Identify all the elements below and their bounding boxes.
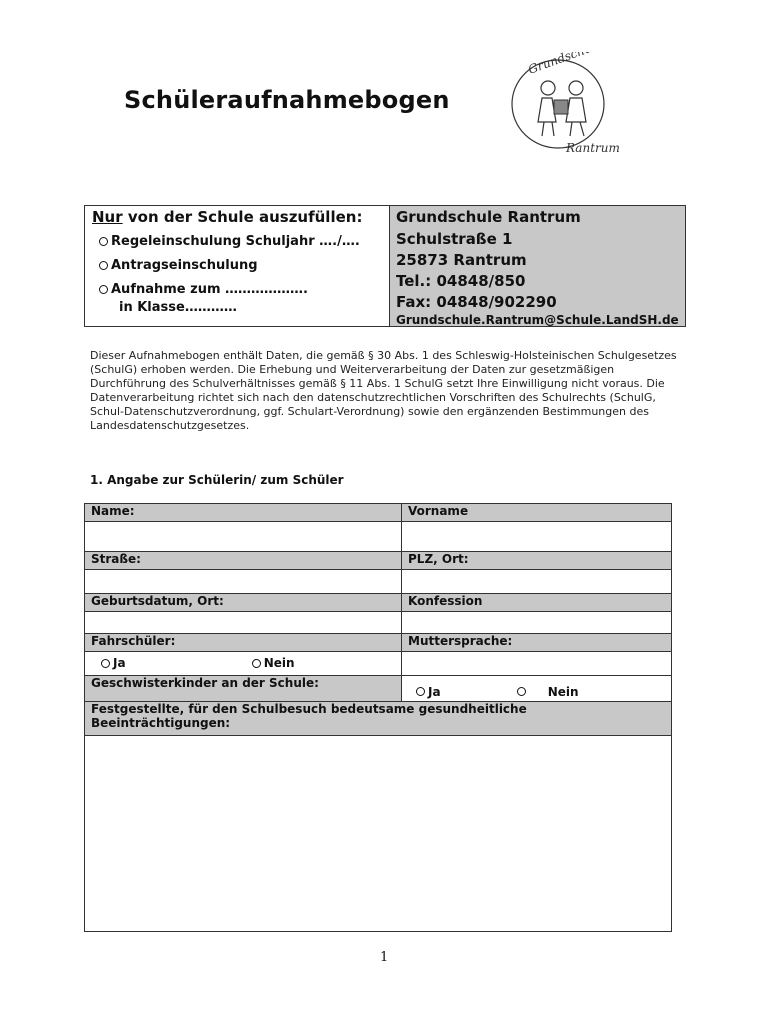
school-city: 25873 Rantrum: [396, 251, 527, 269]
page-number: 1: [380, 950, 389, 965]
muttersprache-field[interactable]: [402, 652, 672, 676]
radio-circle-icon[interactable]: [99, 261, 108, 270]
geburtsdatum-field[interactable]: [85, 612, 402, 634]
gesundheit-field[interactable]: [85, 736, 672, 932]
muttersprache-label: Muttersprache:: [402, 634, 672, 652]
option-antragseinschulung[interactable]: Antragseinschulung: [99, 258, 258, 273]
vorname-label: Vorname: [402, 504, 672, 522]
konfession-field[interactable]: [402, 612, 672, 634]
fahrschueler-options: [85, 652, 402, 676]
option-aufnahme-klasse: in Klasse…………: [119, 300, 237, 315]
privacy-info-text: Dieser Aufnahmebogen enthält Daten, die gemäß § 30 Abs. 1 des Schleswig-Holsteinischen Schulgesetzes (SchulG) erhoben werden. Die Erhebung und Weiterverarbeitung der Daten zur gesetzmäßigen Durchführung des Schulverhältnisses gemäß § 11 Abs. 1 SchulG setzt Ihre Einwilligung nicht voraus. Die Datenverarbeitung richtet sich nach den datenschutzrechtlichen Vorschriften des Schulrechts (SchulG, Schul-Datenschutzverordnung, ggf. Schulart-Verordnung) sowie den ergänzenden Bestimmungen des Landesdatenschutzgesetzes.: [90, 349, 677, 432]
name-label: Name:: [85, 504, 402, 522]
radio-circle-icon[interactable]: [99, 285, 108, 294]
section-1-heading: 1. Angabe zur Schülerin/ zum Schüler: [90, 473, 344, 487]
fahrschueler-label: Fahrschüler:: [85, 634, 402, 652]
geschwister-label: Geschwisterkinder an der Schule:: [85, 676, 402, 702]
fahrschueler-nein-radio[interactable]: Nein: [252, 656, 295, 670]
school-tel: Tel.: 04848/850: [396, 272, 526, 290]
radio-circle-icon[interactable]: [99, 237, 108, 246]
school-logo-image: [500, 52, 630, 162]
radio-circle-icon[interactable]: [517, 687, 526, 696]
radio-circle-icon[interactable]: [101, 659, 110, 668]
admin-school-box: [84, 205, 686, 327]
option-regeleinschulung[interactable]: Regeleinschulung Schuljahr …./….: [99, 234, 360, 249]
school-street: Schulstraße 1: [396, 230, 513, 248]
admin-title: Nur von der Schule auszufüllen:: [92, 208, 363, 226]
page-title: Schüleraufnahmebogen: [124, 86, 450, 114]
logo-text-bottom: Rantrum: [566, 141, 620, 155]
radio-circle-icon[interactable]: [416, 687, 425, 696]
school-email: Grundschule.Rantrum@Schule.LandSH.de: [396, 313, 679, 327]
geburtsdatum-label: Geburtsdatum, Ort:: [85, 594, 402, 612]
konfession-label: Konfession: [402, 594, 672, 612]
student-form-table: [84, 503, 672, 932]
fahrschueler-ja-radio[interactable]: Ja: [101, 656, 126, 670]
option-aufnahme[interactable]: Aufnahme zum ……………….: [99, 282, 308, 297]
gesundheit-label: Festgestellte, für den Schulbesuch bedeutsame gesundheitliche Beeinträchtigungen:: [85, 702, 672, 736]
geschwister-ja-radio[interactable]: Ja: [416, 685, 441, 699]
plz-label: PLZ, Ort:: [402, 552, 672, 570]
geschwister-nein-radio[interactable]: Nein: [517, 685, 579, 699]
school-name: Grundschule Rantrum: [396, 208, 581, 226]
name-field[interactable]: [85, 522, 402, 552]
admin-section: [85, 206, 390, 326]
strasse-label: Straße:: [85, 552, 402, 570]
school-fax: Fax: 04848/902290: [396, 293, 557, 311]
geschwister-options: [402, 676, 672, 702]
radio-circle-icon[interactable]: [252, 659, 261, 668]
school-contact-section: [390, 206, 685, 326]
plz-field[interactable]: [402, 570, 672, 594]
school-logo: [500, 52, 630, 162]
vorname-field[interactable]: [402, 522, 672, 552]
logo-text-top: Grundschule: [526, 52, 605, 77]
strasse-field[interactable]: [85, 570, 402, 594]
